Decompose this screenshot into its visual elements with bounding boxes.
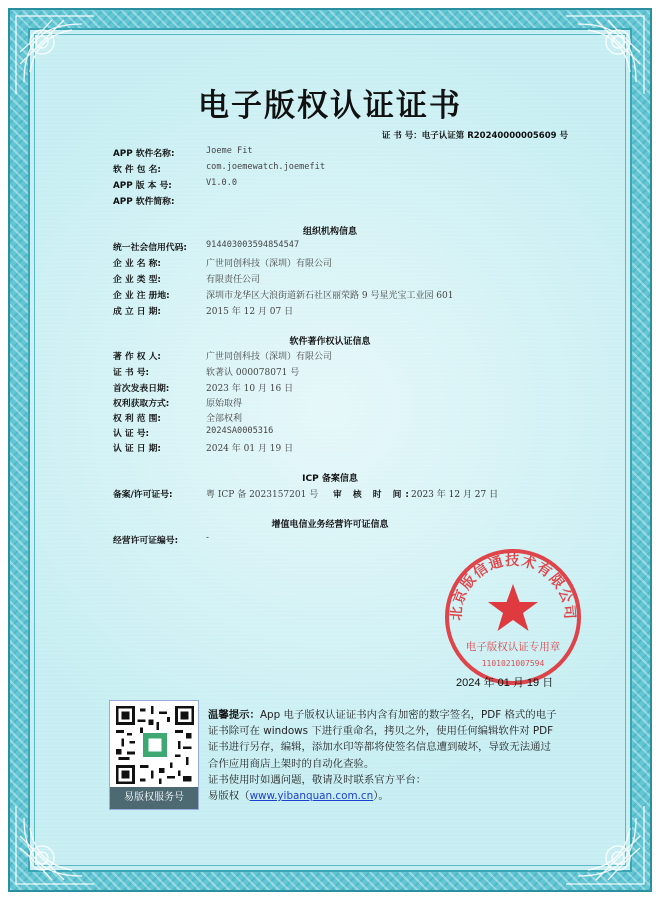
field-value: -	[206, 533, 210, 543]
field-label: APP 软件简称:	[113, 197, 175, 207]
section-title-icp: ICP 备案信息	[302, 474, 358, 484]
certificate-number-label: 证 书 号：	[381, 131, 422, 141]
notice-text	[208, 707, 560, 804]
field-value: 全部权利	[206, 414, 243, 424]
field-label: 证 书 号:	[113, 368, 150, 378]
field-label: 企 业 名 称:	[113, 259, 161, 269]
icp-review-label: 审 核 时 间:	[333, 490, 413, 500]
field-label: APP 版 本 号:	[113, 181, 172, 191]
icp-review-value: 2023 年 12 月 27 日	[411, 490, 499, 500]
qr-code-icon	[116, 706, 194, 784]
qr-code-card	[109, 700, 199, 810]
field-value: 深圳市龙华区大浪街道新石社区丽荣路 9 号星光宝工业园 601	[206, 291, 454, 301]
field-value: 有限责任公司	[206, 275, 261, 285]
platform-suffix: ）。	[373, 790, 389, 803]
field-label: APP 软件名称:	[113, 149, 175, 159]
field-value: 914403003594854547	[206, 240, 300, 250]
field-value: 原始取得	[206, 399, 243, 409]
field-value: 2015 年 12 月 07 日	[206, 307, 294, 317]
qr-caption: 易版权服务号	[110, 787, 198, 809]
field-value: 软著认 000078071 号	[206, 368, 300, 378]
certificate-number	[382, 129, 568, 141]
field-label: 软 件 包 名:	[113, 165, 161, 175]
section-title-copyright: 软件著作权认证信息	[289, 337, 371, 347]
platform-prefix: 易版权（	[208, 790, 250, 803]
field-label: 认 证 号:	[113, 429, 150, 439]
corner-ornament-icon	[562, 802, 648, 888]
field-value: 2024SA0005316	[206, 426, 274, 436]
field-label: 认 证 日 期:	[113, 444, 161, 454]
certificate-title: 电子版权认证证书	[198, 88, 462, 124]
field-label: 统一社会信用代码:	[113, 243, 187, 253]
field-label: 权 利 范 围:	[113, 414, 161, 424]
field-label: 首次发表日期:	[113, 384, 170, 394]
issue-date: 2024 年 01 月 19 日	[456, 677, 554, 689]
field-value: 广世同创科技（深圳）有限公司	[206, 352, 333, 362]
field-label: 备案/许可证号:	[113, 490, 173, 500]
section-title-org: 组织机构信息	[302, 227, 357, 237]
field-label: 经营许可证编号:	[113, 536, 179, 546]
certificate-number-value: 电子认证第 R20240000005609 号	[421, 131, 568, 141]
seal-bottom-text: 1101021007594	[481, 659, 545, 668]
notice-label: 温馨提示：	[208, 709, 260, 721]
official-seal-icon	[442, 546, 584, 688]
field-value: com.joemewatch.joemefit	[206, 162, 325, 172]
field-value: Joeme Fit	[206, 146, 253, 156]
field-label: 企 业 注 册地:	[113, 291, 170, 301]
field-value: 2023 年 10 月 16 日	[206, 384, 294, 394]
field-label: 著 作 权 人:	[113, 352, 161, 362]
corner-ornament-icon	[12, 802, 98, 888]
seal-middle-text: 电子版权认证专用章	[465, 641, 561, 653]
section-title-telecom: 增值电信业务经营许可证信息	[271, 520, 389, 530]
field-label: 企 业 类 型:	[113, 275, 161, 285]
field-value: 广世同创科技（深圳）有限公司	[206, 259, 333, 269]
notice-contact-line: 证书使用时如遇问题，敬请及时联系官方平台：	[208, 773, 427, 786]
field-value: 2024 年 01 月 19 日	[206, 444, 294, 454]
platform-link[interactable]: www.yibanquan.com.cn	[249, 790, 374, 803]
field-label: 权利获取方式:	[113, 399, 170, 409]
seal-top-text: 北京版信通技术有限公司	[448, 553, 578, 622]
field-label: 成 立 日 期:	[113, 307, 161, 317]
notice-body: App 电子版权认证证书内含有加密的数字签名，PDF 格式的电子证书除可在 windows 下进行重命名，拷贝之外，使用任何编辑软件对 PDF 证书进行另存，编辑，添加水印等都将使签名信息遭到破坏，导致无法通过合作应用商店上架时的自动化查验。	[208, 709, 557, 770]
field-value: 粤 ICP 备 2023157201 号	[206, 490, 319, 500]
seal-graphic	[442, 546, 584, 688]
field-value: V1.0.0	[206, 178, 238, 188]
